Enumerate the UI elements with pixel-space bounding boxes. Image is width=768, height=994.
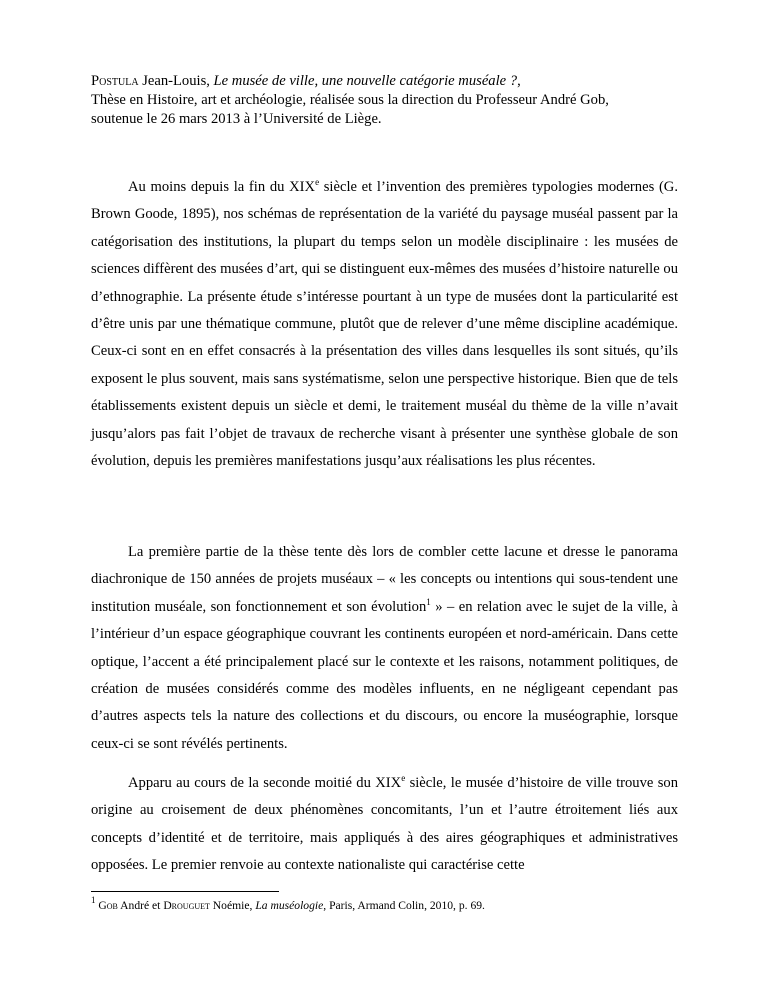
author-given-name: Jean-Louis, (138, 73, 214, 89)
footnote-text: André et (117, 899, 164, 912)
footnote-reference[interactable]: 1 (426, 596, 431, 607)
defense-info: soutenue le 26 mars 2013 à l’Université de Liège. (91, 111, 382, 127)
paragraph-3-text-a: Apparu au cours de la seconde moitié du XIX (128, 775, 402, 791)
footnote-separator (91, 891, 279, 892)
footnote-text: Noémie, (209, 899, 256, 912)
paragraph-2 (91, 539, 678, 758)
century-superscript: e (315, 177, 320, 187)
footnote-text: , Paris, Armand Colin, 2010, p. 69. (323, 899, 485, 912)
citation-header (91, 72, 691, 129)
thesis-description: Thèse en Histoire, art et archéologie, réalisée sous la direction du Professeur André Gob, (91, 92, 609, 108)
thesis-title: Le musée de ville, une nouvelle catégorie muséale ? (213, 73, 518, 89)
footnote-marker: 1 (91, 895, 96, 905)
title-suffix: , (517, 73, 521, 89)
paragraph-3 (91, 770, 678, 880)
paragraph-2-text-a: La première partie de la thèse tente dès lors de combler cette lacune et dresse le panorama diachronique de 150 années de projets muséaux – « les concepts ou intentions qui sous-tendent une institution muséale, son fonctionnement et son évolution (91, 544, 678, 615)
author-surname: Postula (91, 73, 139, 89)
paragraph-3-text-b: siècle, le musée d’histoire de ville trouve son origine au croisement de deux phénomènes concomitants, l’un et l’autre étroitement liés aux concepts d’identité et de territoire, mais appliqués à des aires géographiques et administratives opposées. Le premier renvoie au contexte nationaliste qui caractérise cette (91, 775, 678, 874)
footnote-author-2: Drouguet (163, 899, 210, 912)
century-superscript: e (401, 773, 406, 783)
paragraph-1-text-b: siècle et l’invention des premières typologies modernes (G. Brown Goode, 1895), nos schémas de représentation de la variété du paysage muséal passent par la catégorisation des institutions, la plupart du temps selon un modèle disciplinaire : les musées de sciences diffèrent des musées d’art, qui se distinguent eux-mêmes des musées d’histoire naturelle ou d’ethnographie. La présente étude s’intéresse pourtant à un type de musées dont la particularité est d’être unis par une thématique commune, plutôt que de relever d’une même discipline académique. Ceux-ci sont en en effet consacrés à la présentation des villes dans lesquelles ils sont situés, qu’ils exposent le plus souvent, mais sans systématisme, selon une perspective historique. Bien que de tels établissements existent depuis un siècle et demi, le traitement muséal du thème de la ville n’avait jusqu’alors pas fait l’objet de travaux de recherche visant à présenter une synthèse globale de son évolution, depuis les premières manifestations jusqu’aux réalisations les plus récentes. (91, 179, 678, 470)
footnote-author-1: Gob (98, 899, 118, 912)
footnote-1 (91, 895, 485, 913)
footnote-book-title: La muséologie (255, 899, 324, 912)
paragraph-1 (91, 174, 678, 475)
paragraph-2-text-b: » – en relation avec le sujet de la ville, à l’intérieur d’un espace géographique couvrant les continents européen et nord-américain. Dans cette optique, l’accent a été principalement placé sur le contexte et les raisons, notamment politiques, de création de musées considérés comme des modèles influents, en ne négligeant cependant pas d’autres aspects tels la nature des collections et du discours, ou encore la muséographie, lorsque ceux-ci se sont révélés pertinents. (91, 598, 678, 752)
paragraph-1-text-a: Au moins depuis la fin du XIX (128, 179, 316, 195)
